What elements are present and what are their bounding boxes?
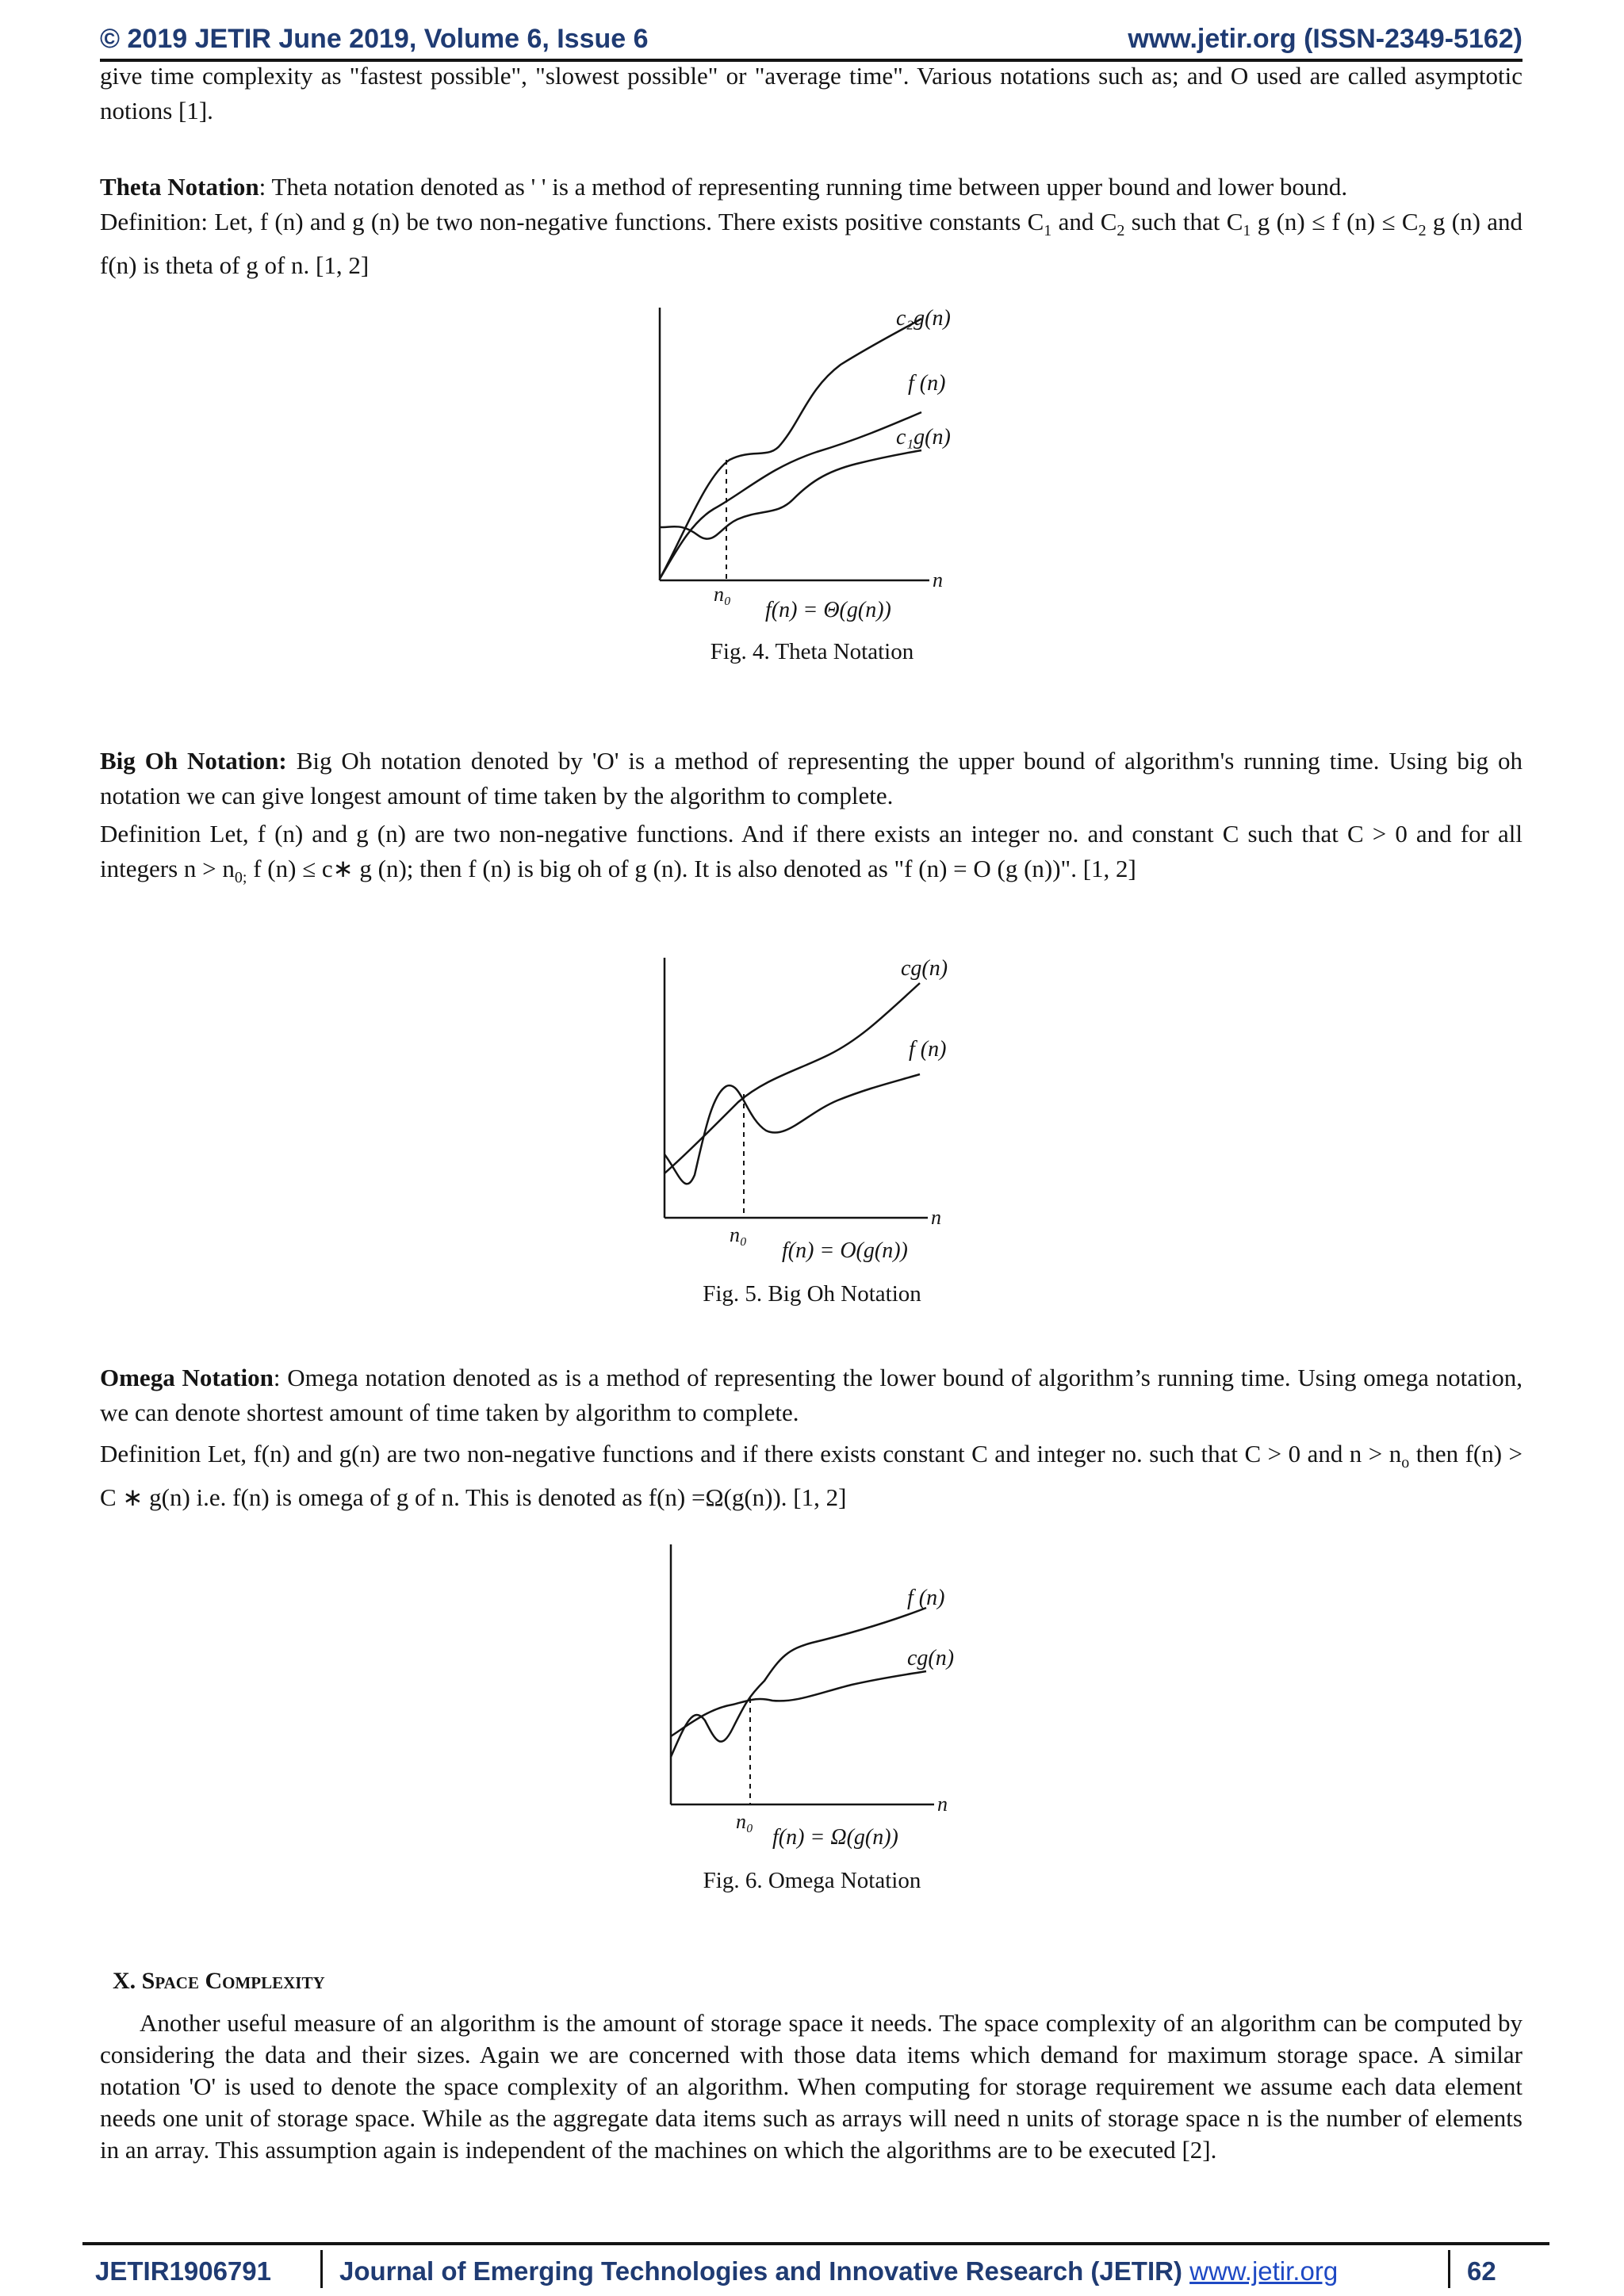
bigoh-sub: 0; [234, 869, 247, 887]
omega-definition [100, 1437, 1522, 1515]
bigoh-label-n0: n₀ [730, 1223, 748, 1246]
theta-lower-curve [660, 450, 921, 539]
theta-formula: f(n) = Θ(g(n)) [765, 598, 891, 622]
theta-def-part: g (n) and f(n) is theta of g of n. [1, 2] [100, 208, 1523, 280]
omega-label-n: n [937, 1793, 948, 1816]
bigoh-text: Big Oh notation denoted by 'O' is a method of representing the upper bound of algorithm's running time. Using big oh notation we can give longest amount of time taken by the algorithm to complete. [100, 747, 1522, 809]
bigoh-f-curve [665, 1074, 920, 1184]
footer-website-link[interactable]: www.jetir.org [1189, 2256, 1339, 2286]
header-journal-issue: © 2019 JETIR June 2019, Volume 6, Issue 6 [100, 24, 649, 54]
footer-divider [320, 2250, 323, 2288]
theta-def-part: and C [1051, 208, 1117, 235]
theta-label-n: n [933, 568, 943, 591]
bigoh-formula: f(n) = O(g(n)) [782, 1238, 908, 1263]
section-heading [113, 1968, 325, 1995]
theta-f-curve [660, 412, 921, 579]
footer-journal [339, 2256, 1338, 2286]
omega-caption: Fig. 6. Omega Notation [703, 1868, 921, 1893]
theta-label-f: f (n) [908, 371, 946, 396]
theta-def-part: Definition: Let, f (n) and g (n) be two non-negative functions. There exists positive constants C [100, 208, 1044, 235]
page-header [100, 22, 1522, 62]
section-number: X. [113, 1968, 136, 1994]
omega-label-lower: cg(n) [907, 1646, 955, 1670]
omega-def-part: then f(n) > C ∗ g(n) i.e. f(n) is omega of g of n. This is denoted as f(n) =Ω(g(n)). [1, 2] [100, 1440, 1522, 1512]
theta-label-n0: n₀ [714, 583, 732, 606]
omega-title: Omega Notation [100, 1364, 274, 1391]
omega-f-curve [671, 1608, 926, 1757]
bigoh-label-upper: cg(n) [901, 956, 948, 981]
omega-text: : Omega notation denoted as is a method of representing the lower bound of algorithm’s running time. Using omega notation, we can denote shortest amount of time taken by algorithm to complete. [100, 1364, 1522, 1426]
theta-label-upper: c₂g(n) [896, 306, 951, 331]
bigoh-def-part: f (n) ≤ c∗ g (n); then f (n) is big oh of g (n). It is also denoted as "f (n) = O (g (n))". [1, 2] [247, 855, 1136, 882]
theta-sub: 2 [1116, 222, 1125, 240]
theta-title: Theta Notation [100, 173, 259, 201]
intro-paragraph: give time complexity as "fastest possible", "slowest possible" or "average time". Various notations such as; and O used are called asymptotic notions [1]. [100, 62, 1522, 124]
omega-paragraph [100, 1360, 1522, 1430]
theta-upper-curve [660, 319, 921, 579]
section-title: Space Complexity [141, 1968, 325, 1994]
bigoh-def-part: Definition Let, f (n) and g (n) are two non-negative functions. And if there exists an integer no. and constant C such that C > 0 and for all integers n > n [100, 820, 1522, 882]
bigoh-label-n: n [931, 1206, 941, 1229]
omega-sub: o [1401, 1454, 1410, 1472]
footer-article-id: JETIR1906791 [95, 2256, 271, 2286]
bigoh-paragraph [100, 744, 1522, 813]
theta-caption: Fig. 4. Theta Notation [710, 639, 914, 664]
omega-formula: f(n) = Ω(g(n)) [772, 1825, 898, 1850]
bigoh-upper-curve [665, 983, 920, 1173]
omega-def-part: Definition Let, f(n) and g(n) are two non-negative functions and if there exists constant C and integer no. such that C > 0 and n > n [100, 1440, 1402, 1468]
theta-def-part: such that C [1124, 208, 1243, 235]
theta-text: : Theta notation denoted as ' ' is a method of representing running time between upper bound and lower bound. [259, 173, 1348, 201]
header-website-issn: www.jetir.org (ISSN-2349-5162) [1128, 24, 1522, 54]
footer-page-number: 62 [1467, 2256, 1496, 2286]
footer-journal-name: Journal of Emerging Technologies and Innovative Research (JETIR) [339, 2256, 1190, 2286]
theta-sub: 1 [1243, 222, 1251, 240]
page-footer [82, 2242, 1549, 2293]
omega-figure [661, 1538, 994, 1855]
bigoh-title: Big Oh Notation: [100, 747, 287, 775]
theta-sub: 2 [1418, 222, 1427, 240]
theta-figure [650, 301, 983, 634]
bigoh-definition [100, 817, 1522, 895]
theta-label-lower: c₁g(n) [896, 425, 951, 450]
theta-def-part: g (n) ≤ f (n) ≤ C [1251, 208, 1419, 235]
bigoh-figure [655, 951, 988, 1269]
bigoh-label-f: f (n) [909, 1037, 947, 1062]
footer-divider [1448, 2250, 1450, 2288]
bigoh-caption: Fig. 5. Big Oh Notation [703, 1281, 921, 1307]
space-complexity-paragraph: Another useful measure of an algorithm is the amount of storage space it needs. The space complexity of an algorithm can be computed by considering the data and their sizes. Again we are concerned with those data items which demand for maximum storage space. A similar notation 'O' is used to denote the space complexity of an algorithm. When computing for storage requirement we assume each data element needs one unit of storage space. While as the aggregate data items such as arrays will need n units of storage space n is the number of elements in an array. This assumption again is independent of the machines on which the algorithms are to be executed [2]. [100, 2009, 1522, 2164]
theta-paragraph [100, 170, 1522, 283]
omega-label-n0: n₀ [736, 1810, 754, 1833]
omega-label-f: f (n) [907, 1586, 945, 1610]
theta-sub: 1 [1044, 222, 1052, 240]
